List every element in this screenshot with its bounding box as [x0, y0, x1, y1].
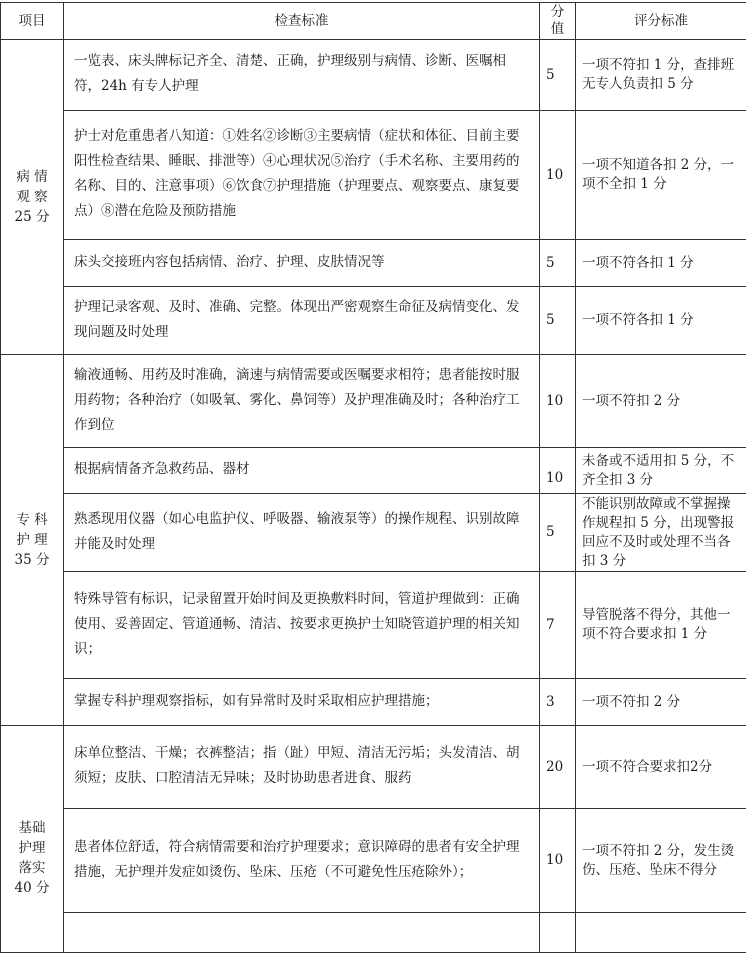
category-cell [1, 355, 64, 726]
standard-cell: 床头交接班内容包括病情、治疗、护理、皮肤情况等 [64, 240, 540, 287]
header-score [540, 3, 576, 40]
score-cell: 5 [540, 240, 576, 287]
header-item: 项目 [1, 3, 64, 40]
standard-cell: 根据病情备齐急救药品、器材 [64, 448, 540, 494]
criteria-cell: 一项不符扣 2 分 [576, 679, 746, 726]
category-line: 病 情 [5, 167, 59, 187]
criteria-cell: 不能识别故障或不掌握操作规程扣 5 分，出现警报回应不及时或处理不当各扣 3 分 [576, 494, 746, 572]
criteria-cell: 一项不符合要求扣2分 [576, 726, 746, 809]
table-row [1, 726, 746, 809]
score-cell: 3 [540, 679, 576, 726]
criteria-cell: 导管脱落不得分，其他一项不符合要求扣 1 分 [576, 572, 746, 679]
standard-cell: 熟悉现用仪器（如心电监护仪、呼吸器、输液泵等）的操作规程、识别故障并能及时处理 [64, 494, 540, 572]
table-row [1, 494, 746, 572]
header-score-line1: 分 [540, 4, 575, 21]
table-row [1, 40, 746, 111]
table-row [1, 287, 746, 355]
standard-cell: 护理记录客观、及时、准确、完整。体现出严密观察生命征及病情变化、发现问题及时处理 [64, 287, 540, 355]
score-cell: 20 [540, 726, 576, 809]
criteria-cell: 一项不符扣 2 分，发生烫伤、压疮、坠床不得分 [576, 809, 746, 913]
criteria-cell: 一项不符扣 2 分 [576, 355, 746, 448]
header-score-line2: 值 [540, 21, 575, 38]
score-cell: 10 [540, 448, 576, 494]
standard-cell: 输液通畅、用药及时准确，滴速与病情需要或医嘱要求相符；患者能按时服用药物；各种治疗（如吸氧、雾化、鼻饲等）及护理准确及时；各种治疗工作到位 [64, 355, 540, 448]
standard-cell: 一览表、床头牌标记齐全、清楚、正确，护理级别与病情、诊断、医嘱相符，24h 有专人护理 [64, 40, 540, 111]
standard-cell: 掌握专科护理观察指标，如有异常时及时采取相应护理措施； [64, 679, 540, 726]
score-cell: 5 [540, 40, 576, 111]
table-row [1, 679, 746, 726]
criteria-cell: 一项不符各扣 1 分 [576, 240, 746, 287]
category-line: 落实 [5, 858, 59, 878]
header-row [1, 3, 746, 40]
criteria-cell: 未备或不适用扣 5 分，不齐全扣 3 分 [576, 448, 746, 494]
score-cell: 10 [540, 809, 576, 913]
score-cell: 10 [540, 111, 576, 240]
category-line: 40 分 [5, 878, 59, 898]
score-cell: 5 [540, 494, 576, 572]
category-cell [1, 40, 64, 355]
category-line: 护 理 [5, 530, 59, 550]
category-line: 护理 [5, 838, 59, 858]
criteria-cell: 一项不符各扣 1 分 [576, 287, 746, 355]
criteria-cell: 一项不知道各扣 2 分，一项不全扣 1 分 [576, 111, 746, 240]
table-row [1, 111, 746, 240]
standard-cell: 床单位整洁、干燥；衣裤整洁；指（趾）甲短、清洁无污垢；头发清洁、胡须短；皮肤、口腔清洁无异味；及时协助患者进食、服药 [64, 726, 540, 809]
table-row [1, 240, 746, 287]
category-line: 基础 [5, 818, 59, 838]
category-line: 35 分 [5, 550, 59, 570]
category-cell [1, 726, 64, 953]
standard-cell: 特殊导管有标识，记录留置开始时间及更换敷料时间，管道护理做到：正确使用、妥善固定、管道通畅、清洁、按要求更换护士知晓管道护理的相关知识； [64, 572, 540, 679]
header-criteria: 评分标准 [576, 3, 746, 40]
header-standard: 检查标准 [64, 3, 540, 40]
criteria-cell: 一项不符扣 1 分，查排班无专人负责扣 5 分 [576, 40, 746, 111]
standard-cell: 患者体位舒适，符合病情需要和治疗护理要求；意识障碍的患者有安全护理措施，无护理并发症如烫伤、坠床、压疮（不可避免性压疮除外）； [64, 809, 540, 913]
category-line: 25 分 [5, 207, 59, 227]
standard-cell: 护士对危重患者八知道：①姓名②诊断③主要病情（症状和体征、目前主要阳性检查结果、睡眠、排泄等）④心理状况⑤治疗（手术名称、主要用药的名称、目的、注意事项）⑥饮食⑦护理措施（护理要点、观察要点、康复要点）⑧潜在危险及预防措施 [64, 111, 540, 240]
score-cell: 5 [540, 287, 576, 355]
table-row [1, 809, 746, 913]
table-row [1, 355, 746, 448]
category-line: 观 察 [5, 187, 59, 207]
category-line: 专 科 [5, 510, 59, 530]
table-row [1, 448, 746, 494]
score-cell: 7 [540, 572, 576, 679]
score-cell: 10 [540, 355, 576, 448]
nursing-inspection-table [0, 2, 746, 953]
table-row [1, 572, 746, 679]
